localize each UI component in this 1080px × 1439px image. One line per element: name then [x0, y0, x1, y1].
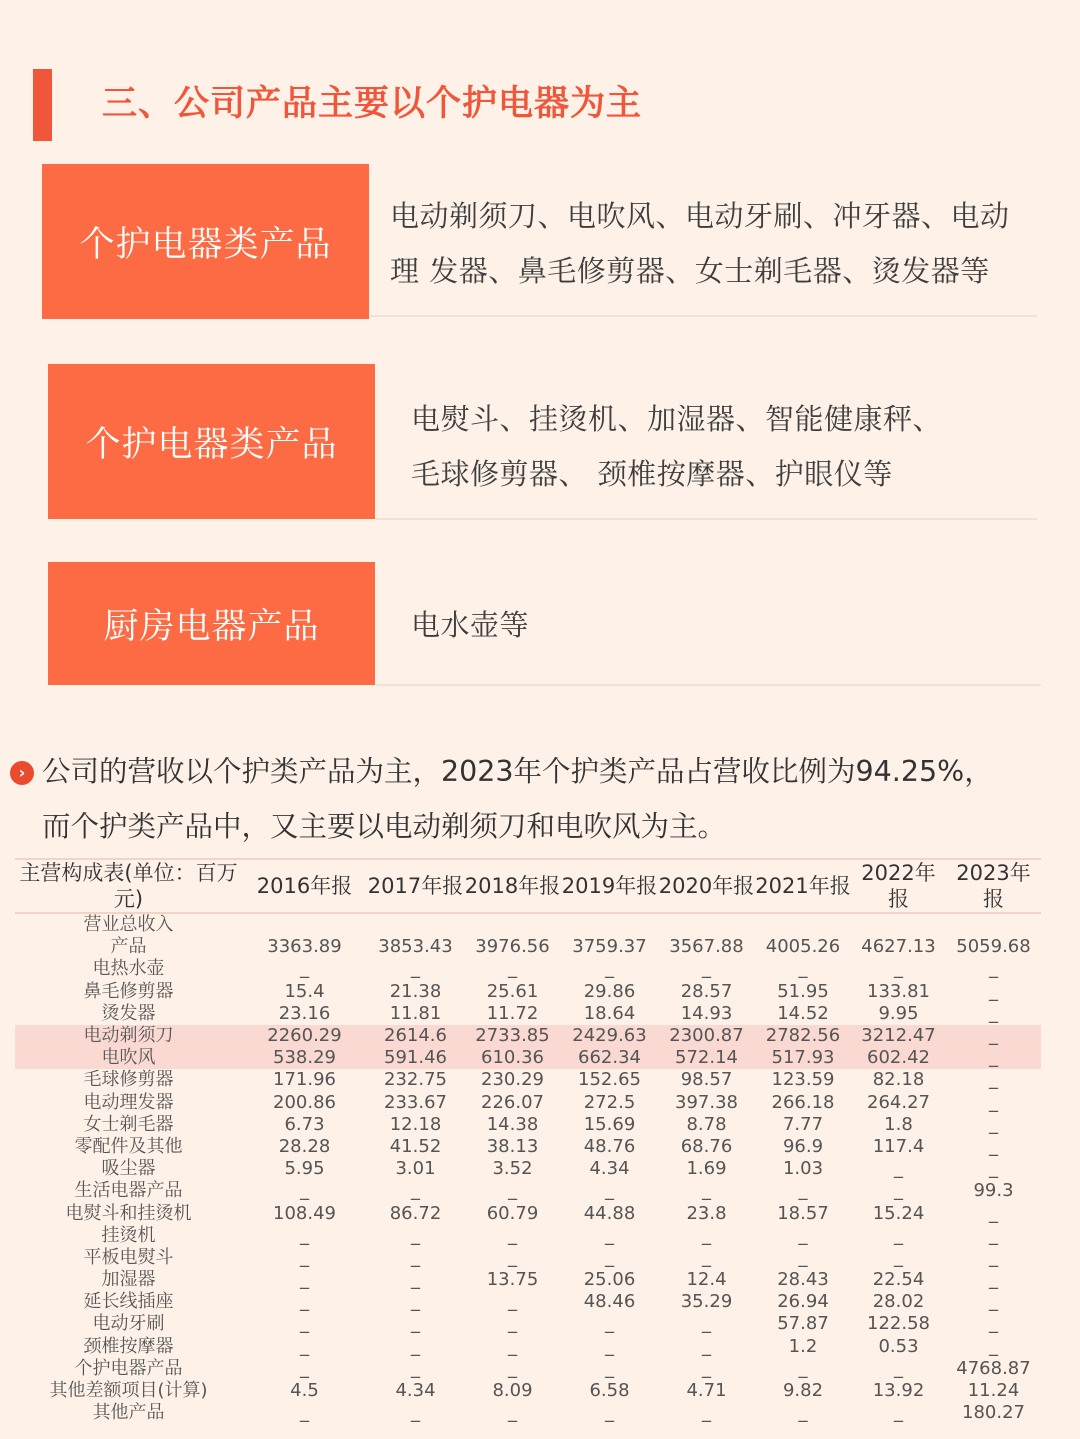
- header-cell: 2022年报: [851, 859, 946, 913]
- header-cell: 2018年报: [464, 859, 561, 913]
- value-cell: 14.52: [777, 1002, 829, 1024]
- row-label-cell: 电热水壶: [92, 958, 165, 980]
- value-cell: 38.13: [486, 1135, 539, 1157]
- value-cell: 171.96: [273, 1069, 336, 1091]
- table-row: [15, 1025, 1041, 1047]
- value-cell: _: [989, 980, 998, 1002]
- category-desc-kitchen: [411, 598, 529, 653]
- value-cell: 232.75: [384, 1069, 447, 1091]
- value-cell: _: [894, 958, 903, 980]
- value-cell: 264.27: [867, 1091, 930, 1113]
- value-cell: _: [989, 1158, 998, 1180]
- value-cell: 11.81: [389, 1002, 442, 1024]
- table-row: [15, 1047, 1041, 1069]
- value-cell: 3853.43: [378, 936, 453, 958]
- value-cell: 28.02: [872, 1291, 925, 1313]
- value-cell: 3.52: [492, 1158, 533, 1180]
- value-cell: 397.38: [675, 1091, 738, 1113]
- value-cell: 108.49: [273, 1202, 336, 1224]
- value-cell: 2733.85: [464, 1025, 561, 1047]
- value-cell: 8.09: [492, 1380, 533, 1402]
- table-row: [15, 1402, 1041, 1424]
- value-cell: _: [300, 1224, 309, 1246]
- value-cell: 2260.29: [242, 1025, 367, 1047]
- value-cell: 28.43: [777, 1269, 829, 1291]
- value-cell: _: [411, 1180, 420, 1202]
- value-cell: 11.24: [967, 1380, 1020, 1402]
- value-cell: _: [702, 1357, 711, 1379]
- row-label-cell: 其他产品: [92, 1402, 165, 1424]
- category-label-personal-care-2: 个护电器类产品: [48, 364, 375, 519]
- value-cell: _: [989, 1313, 998, 1335]
- value-cell: 68.76: [680, 1135, 733, 1157]
- row-label-cell: 挂烫机: [101, 1224, 156, 1246]
- summary-line: 公司的营收以个护类产品为主，2023年个护类产品占营收比例为94.25%，: [42, 755, 993, 788]
- value-cell: _: [508, 1180, 517, 1202]
- value-cell: 9.82: [782, 1380, 824, 1402]
- row-label-cell: 个护电器产品: [74, 1357, 183, 1379]
- divider: [369, 315, 1037, 317]
- value-cell: 25.61: [486, 980, 539, 1002]
- value-cell: _: [989, 1002, 998, 1024]
- value-cell: _: [508, 1335, 517, 1357]
- row-label-cell: 产品: [110, 936, 147, 958]
- row-label-cell: 生活电器产品: [74, 1180, 183, 1202]
- category-desc-line: 电水壶等: [411, 608, 530, 642]
- value-cell: 21.38: [389, 980, 442, 1002]
- value-cell: 662.34: [561, 1047, 658, 1069]
- value-cell: 41.52: [389, 1135, 442, 1157]
- value-cell: 29.86: [583, 980, 636, 1002]
- table-row: [15, 936, 1041, 958]
- value-cell: [367, 913, 464, 936]
- value-cell: [464, 913, 561, 936]
- value-cell: _: [300, 958, 309, 980]
- table-row: [15, 1158, 1041, 1180]
- row-label-cell: 营业总收入: [83, 914, 174, 936]
- value-cell: 6.58: [589, 1380, 630, 1402]
- table-row: [15, 913, 1041, 936]
- table-row: [15, 1114, 1041, 1136]
- value-cell: 2782.56: [755, 1025, 851, 1047]
- value-cell: _: [605, 1246, 614, 1268]
- value-cell: _: [894, 1224, 903, 1246]
- table-row: [15, 981, 1041, 1003]
- value-cell: 8.78: [686, 1113, 727, 1135]
- value-cell: 2614.6: [367, 1025, 464, 1047]
- table-row: [15, 1003, 1041, 1025]
- value-cell: _: [411, 1402, 420, 1424]
- category-desc-line: 理 发器、鼻毛修剪器、女士剃毛器、烫发器等: [390, 254, 990, 288]
- value-cell: _: [300, 1246, 309, 1268]
- category-desc-line: 电熨斗、挂烫机、加湿器、智能健康秤、: [411, 402, 943, 436]
- table-row: [15, 1180, 1041, 1202]
- header-cell: 2021年报: [755, 859, 851, 913]
- value-cell: 5059.68: [956, 936, 1031, 958]
- value-cell: 13.75: [486, 1269, 539, 1291]
- value-cell: 25.06: [583, 1269, 636, 1291]
- value-cell: _: [411, 1335, 420, 1357]
- header-cell: 主营构成表(单位：百万元): [15, 859, 242, 913]
- category-desc-line: 电动剃须刀、电吹风、电动牙刷、冲牙器、电动: [390, 199, 1010, 233]
- value-cell: _: [989, 1113, 998, 1135]
- value-cell: _: [411, 1246, 420, 1268]
- value-cell: 3567.88: [669, 936, 744, 958]
- value-cell: 1.2: [788, 1335, 818, 1357]
- value-cell: 3363.89: [267, 936, 342, 958]
- value-cell: 602.42: [851, 1047, 946, 1069]
- row-label-cell: 平板电熨斗: [83, 1246, 174, 1268]
- value-cell: 48.76: [583, 1135, 636, 1157]
- value-cell: _: [989, 1069, 998, 1091]
- value-cell: _: [989, 1135, 998, 1157]
- value-cell: 152.65: [578, 1069, 641, 1091]
- value-cell: 7.77: [782, 1113, 824, 1135]
- value-cell: 4.71: [686, 1380, 727, 1402]
- value-cell: _: [508, 1224, 517, 1246]
- row-label-cell: 其他差额项目(计算): [49, 1380, 208, 1402]
- value-cell: _: [989, 1091, 998, 1113]
- value-cell: 4005.26: [765, 936, 841, 958]
- value-cell: 22.54: [872, 1269, 925, 1291]
- value-cell: 3759.37: [572, 936, 647, 958]
- value-cell: 9.95: [878, 1002, 919, 1024]
- table-row: [15, 1336, 1041, 1358]
- row-label-cell: 零配件及其他: [74, 1135, 183, 1157]
- value-cell: 12.18: [389, 1113, 442, 1135]
- value-cell: 18.64: [583, 1002, 636, 1024]
- value-cell: _: [411, 1224, 420, 1246]
- category-desc-line: 毛球修剪器、 颈椎按摩器、护眼仪等: [411, 457, 893, 491]
- value-cell: _: [702, 1335, 711, 1357]
- value-cell: 230.29: [481, 1069, 544, 1091]
- value-cell: _: [894, 1357, 903, 1379]
- value-cell: _: [989, 1335, 998, 1357]
- row-label-cell: 电动牙刷: [92, 1313, 165, 1335]
- value-cell: 2429.63: [561, 1025, 658, 1047]
- category-desc-personal-care-2: [411, 392, 942, 502]
- value-cell: _: [894, 1180, 903, 1202]
- row-label-cell: 鼻毛修剪器: [83, 980, 174, 1002]
- value-cell: _: [300, 1291, 309, 1313]
- table-row: [15, 1358, 1041, 1380]
- value-cell: [658, 913, 755, 936]
- value-cell: 4.34: [395, 1380, 436, 1402]
- value-cell: _: [605, 1313, 614, 1335]
- value-cell: 1.8: [884, 1113, 913, 1135]
- value-cell: _: [300, 1313, 309, 1335]
- value-cell: 5.95: [284, 1158, 325, 1180]
- value-cell: 15.4: [284, 980, 325, 1002]
- value-cell: _: [894, 1246, 903, 1268]
- table-row: [15, 1380, 1041, 1402]
- value-cell: [851, 913, 946, 936]
- divider: [375, 518, 1037, 520]
- value-cell: _: [989, 1246, 998, 1268]
- value-cell: 98.57: [680, 1069, 733, 1091]
- value-cell: _: [989, 958, 998, 980]
- value-cell: _: [508, 958, 517, 980]
- value-cell: _: [798, 1224, 808, 1246]
- value-cell: _: [300, 1180, 309, 1202]
- table-row: [15, 1291, 1041, 1313]
- divider: [375, 684, 1041, 686]
- value-cell: 13.92: [872, 1380, 925, 1402]
- table-row: [15, 1313, 1041, 1335]
- value-cell: 82.18: [872, 1069, 925, 1091]
- value-cell: 3.01: [395, 1158, 436, 1180]
- row-label-cell: 加湿器: [101, 1269, 156, 1291]
- value-cell: [946, 913, 1041, 936]
- value-cell: 11.72: [486, 1002, 539, 1024]
- value-cell: 23.16: [278, 1002, 331, 1024]
- value-cell: _: [300, 1402, 309, 1424]
- value-cell: _: [894, 1158, 903, 1180]
- value-cell: _: [798, 1180, 808, 1202]
- value-cell: _: [946, 1025, 1041, 1047]
- value-cell: 0.53: [878, 1335, 919, 1357]
- value-cell: _: [411, 1269, 420, 1291]
- value-cell: _: [605, 1402, 614, 1424]
- value-cell: 14.93: [680, 1002, 733, 1024]
- value-cell: _: [605, 958, 614, 980]
- value-cell: 1.69: [686, 1158, 727, 1180]
- value-cell: [755, 913, 851, 936]
- table-row: [15, 958, 1041, 980]
- summary-line: 而个护类产品中，又主要以电动剃须刀和电吹风为主。: [42, 810, 727, 843]
- value-cell: _: [508, 1246, 517, 1268]
- value-cell: 14.38: [486, 1113, 539, 1135]
- heading-accent-bar: [33, 69, 52, 141]
- value-cell: 96.9: [782, 1135, 824, 1157]
- value-cell: _: [989, 1202, 998, 1224]
- value-cell: _: [798, 1357, 808, 1379]
- table-row: [15, 1092, 1041, 1114]
- header-cell: 2017年报: [367, 859, 464, 913]
- category-desc-personal-care-1: [390, 189, 1010, 299]
- table-row: [15, 1069, 1041, 1091]
- header-cell: 2023年报: [946, 859, 1041, 913]
- value-cell: 28.57: [680, 980, 733, 1002]
- row-label-cell: 电动理发器: [83, 1091, 174, 1113]
- row-label-cell: 电动剃须刀: [15, 1025, 242, 1047]
- value-cell: 48.46: [583, 1291, 636, 1313]
- value-cell: _: [508, 1357, 517, 1379]
- value-cell: 591.46: [367, 1047, 464, 1069]
- value-cell: _: [605, 1180, 614, 1202]
- value-cell: 28.28: [278, 1135, 331, 1157]
- value-cell: 15.69: [583, 1113, 636, 1135]
- header-cell: 2019年报: [561, 859, 658, 913]
- value-cell: _: [798, 1246, 808, 1268]
- row-label-cell: 电熨斗和挂烫机: [65, 1202, 192, 1224]
- row-label-cell: 延长线插座: [83, 1291, 174, 1313]
- value-cell: _: [411, 958, 420, 980]
- value-cell: _: [989, 1224, 998, 1246]
- value-cell: _: [300, 1335, 309, 1357]
- value-cell: _: [411, 1313, 420, 1335]
- header-cell: 2020年报: [658, 859, 755, 913]
- value-cell: 572.14: [658, 1047, 755, 1069]
- table-row: [15, 1202, 1041, 1224]
- value-cell: _: [798, 1402, 808, 1424]
- table-row: [15, 1136, 1041, 1158]
- value-cell: [242, 913, 367, 936]
- value-cell: _: [798, 958, 808, 980]
- value-cell: _: [702, 1180, 711, 1202]
- value-cell: 99.3: [973, 1180, 1014, 1202]
- value-cell: _: [411, 1357, 420, 1379]
- value-cell: _: [605, 1224, 614, 1246]
- value-cell: 180.27: [962, 1402, 1025, 1424]
- value-cell: _: [702, 1224, 711, 1246]
- value-cell: _: [508, 1313, 517, 1335]
- row-label-cell: 电吹风: [15, 1047, 242, 1069]
- chevron-right-circle-icon: ›: [10, 761, 34, 785]
- table-header-row: [15, 859, 1041, 913]
- row-label-cell: 女士剃毛器: [83, 1113, 174, 1135]
- value-cell: _: [702, 1246, 711, 1268]
- value-cell: 51.95: [777, 980, 829, 1002]
- value-cell: _: [702, 1402, 711, 1424]
- value-cell: 4.34: [589, 1158, 630, 1180]
- table-row: [15, 1247, 1041, 1269]
- value-cell: 4768.87: [956, 1357, 1031, 1379]
- value-cell: [561, 913, 658, 936]
- header-cell: 2016年报: [242, 859, 367, 913]
- summary-text: [42, 744, 1062, 854]
- value-cell: 117.4: [872, 1135, 925, 1157]
- value-cell: 272.5: [583, 1091, 636, 1113]
- value-cell: 233.67: [384, 1091, 447, 1113]
- value-cell: 3212.47: [851, 1025, 946, 1047]
- value-cell: 86.72: [389, 1202, 442, 1224]
- value-cell: 133.81: [867, 980, 930, 1002]
- value-cell: 23.8: [686, 1202, 727, 1224]
- category-label-personal-care-1: 个护电器类产品: [42, 164, 369, 319]
- table-row: [15, 1225, 1041, 1247]
- row-label-cell: 毛球修剪器: [83, 1069, 174, 1091]
- value-cell: 123.59: [771, 1069, 835, 1091]
- row-label-cell: 烫发器: [101, 1002, 156, 1024]
- value-cell: 26.94: [777, 1291, 829, 1313]
- value-cell: _: [946, 1047, 1041, 1069]
- value-cell: 2300.87: [658, 1025, 755, 1047]
- value-cell: 610.36: [464, 1047, 561, 1069]
- row-label-cell: 吸尘器: [101, 1158, 156, 1180]
- value-cell: _: [300, 1357, 309, 1379]
- value-cell: 122.58: [867, 1313, 930, 1335]
- value-cell: _: [702, 958, 711, 980]
- value-cell: 3976.56: [475, 936, 550, 958]
- value-cell: _: [508, 1291, 517, 1313]
- value-cell: 4.5: [290, 1380, 319, 1402]
- value-cell: 12.4: [686, 1269, 727, 1291]
- value-cell: 226.07: [481, 1091, 544, 1113]
- value-cell: _: [411, 1291, 420, 1313]
- value-cell: _: [702, 1313, 711, 1335]
- value-cell: _: [605, 1357, 614, 1379]
- value-cell: _: [300, 1269, 309, 1291]
- value-cell: 15.24: [872, 1202, 925, 1224]
- value-cell: 44.88: [583, 1202, 636, 1224]
- table-row: [15, 1269, 1041, 1291]
- value-cell: _: [989, 1269, 998, 1291]
- value-cell: 57.87: [777, 1313, 829, 1335]
- value-cell: 60.79: [486, 1202, 539, 1224]
- value-cell: _: [508, 1402, 517, 1424]
- value-cell: 200.86: [273, 1091, 336, 1113]
- value-cell: 266.18: [771, 1091, 835, 1113]
- value-cell: _: [894, 1402, 903, 1424]
- value-cell: _: [605, 1335, 614, 1357]
- value-cell: 18.57: [777, 1202, 829, 1224]
- value-cell: 6.73: [284, 1113, 325, 1135]
- value-cell: 538.29: [242, 1047, 367, 1069]
- value-cell: 35.29: [680, 1291, 733, 1313]
- value-cell: _: [989, 1291, 998, 1313]
- value-cell: 517.93: [755, 1047, 851, 1069]
- value-cell: 4627.13: [861, 936, 936, 958]
- value-cell: 1.03: [782, 1158, 824, 1180]
- category-label-kitchen: 厨房电器产品: [48, 562, 375, 685]
- revenue-table: [15, 858, 1041, 1424]
- row-label-cell: 颈椎按摩器: [83, 1335, 174, 1357]
- section-heading: 三、公司产品主要以个护电器为主: [102, 84, 643, 124]
